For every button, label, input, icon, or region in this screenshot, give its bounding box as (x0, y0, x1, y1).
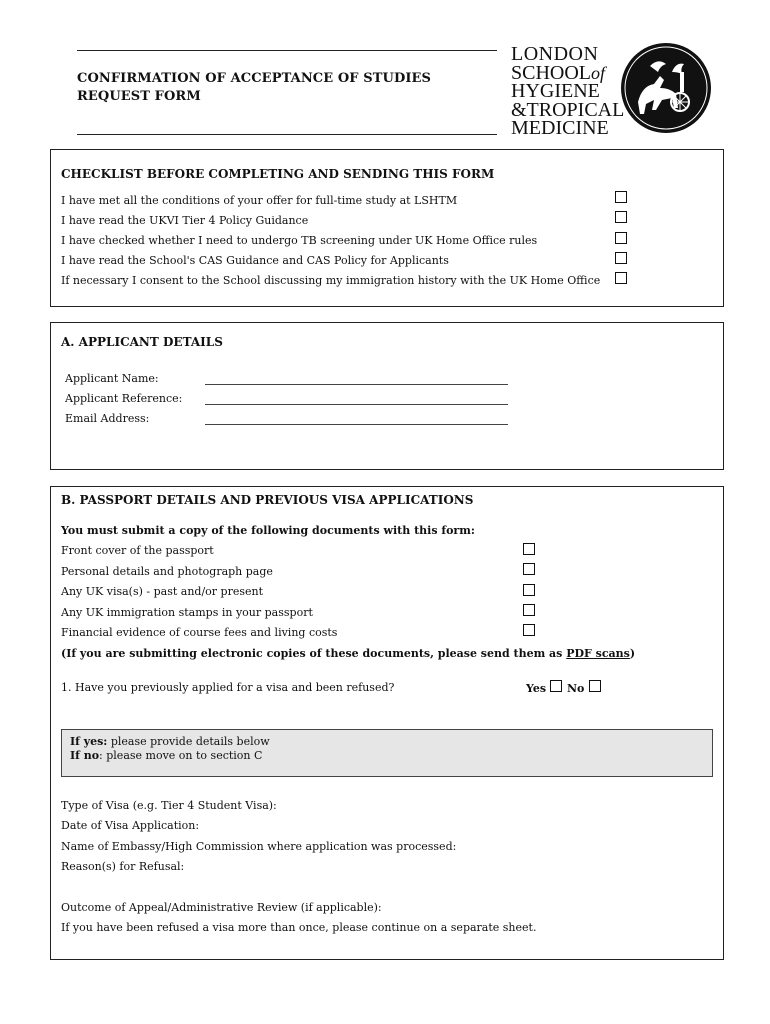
document-checkbox[interactable] (523, 604, 535, 616)
checklist-item: If necessary I consent to the School discussing my immigration history with the UK Home Office (61, 274, 601, 287)
checklist-item: I have met all the conditions of your offer for full-time study at LSHTM (61, 194, 458, 207)
documents-intro: You must submit a copy of the following documents with this form: (61, 524, 475, 537)
header-top-rule (77, 50, 497, 51)
if-no-instruction: If no: please move on to section C (70, 749, 263, 762)
form-title-line2: REQUEST FORM (77, 89, 201, 104)
passport-section-title: B. PASSPORT DETAILS AND PREVIOUS VISA APPLICATIONS (61, 493, 474, 507)
applicant-name-field[interactable] (205, 384, 508, 385)
appeal-outcome-label: Outcome of Appeal/Administrative Review (if applicable): (61, 901, 382, 914)
checklist-item: I have checked whether I need to undergo TB screening under UK Home Office rules (61, 234, 538, 247)
logo-line1: LONDON (511, 43, 599, 65)
applicant-reference-label: Applicant Reference: (65, 392, 183, 405)
document-item: Financial evidence of course fees and living costs (61, 626, 338, 639)
checklist-checkbox[interactable] (615, 272, 627, 284)
logo-line4: &TROPICAL (511, 98, 625, 121)
school-logo-text (511, 45, 624, 138)
document-item: Any UK immigration stamps in your passport (61, 606, 313, 619)
no-checkbox[interactable] (589, 680, 601, 692)
checklist-item: I have read the UKVI Tier 4 Policy Guidance (61, 214, 309, 227)
school-crest-icon (620, 42, 712, 134)
passport-section (50, 486, 724, 960)
document-item: Any UK visa(s) - past and/or present (61, 585, 263, 598)
pdf-scans-link[interactable]: PDF scans (566, 647, 630, 660)
email-address-label: Email Address: (65, 412, 150, 425)
visa-refused-question: 1. Have you previously applied for a visa and been refused? (61, 681, 395, 694)
document-item: Front cover of the passport (61, 544, 214, 557)
yes-checkbox[interactable] (550, 680, 562, 692)
multiple-refusal-note: If you have been refused a visa more than once, please continue on a separate sheet. (61, 921, 537, 934)
applicant-details-title: A. APPLICANT DETAILS (61, 335, 223, 349)
electronic-copies-note: (If you are submitting electronic copies of these documents, please send them as PDF scans) (61, 647, 636, 660)
checklist-item: I have read the School's CAS Guidance and CAS Policy for Applicants (61, 254, 449, 267)
checklist-title: CHECKLIST BEFORE COMPLETING AND SENDING THIS FORM (61, 167, 495, 181)
no-label: No (567, 682, 585, 695)
document-checkbox[interactable] (523, 563, 535, 575)
applicant-name-label: Applicant Name: (65, 372, 159, 385)
form-title (77, 70, 431, 106)
logo-line2: SCHOOLof (511, 61, 606, 84)
checklist-checkbox[interactable] (615, 191, 627, 203)
visa-date-label: Date of Visa Application: (61, 819, 200, 832)
if-yes-instruction: If yes: please provide details below (70, 735, 270, 748)
header-bottom-rule (77, 134, 497, 135)
checklist-checkbox[interactable] (615, 232, 627, 244)
document-item: Personal details and photograph page (61, 565, 273, 578)
applicant-reference-field[interactable] (205, 404, 508, 405)
checklist-checkbox[interactable] (615, 252, 627, 264)
email-address-field[interactable] (205, 424, 508, 425)
form-title-line1: CONFIRMATION OF ACCEPTANCE OF STUDIES (77, 71, 432, 86)
refusal-reasons-label: Reason(s) for Refusal: (61, 860, 185, 873)
yes-label: Yes (526, 682, 547, 695)
document-checkbox[interactable] (523, 543, 535, 555)
document-checkbox[interactable] (523, 584, 535, 596)
document-checkbox[interactable] (523, 624, 535, 636)
checklist-checkbox[interactable] (615, 211, 627, 223)
visa-type-label: Type of Visa (e.g. Tier 4 Student Visa): (61, 799, 277, 812)
logo-line5: MEDICINE (511, 117, 609, 139)
logo-line3: HYGIENE (511, 80, 600, 102)
embassy-label: Name of Embassy/High Commission where application was processed: (61, 840, 457, 853)
